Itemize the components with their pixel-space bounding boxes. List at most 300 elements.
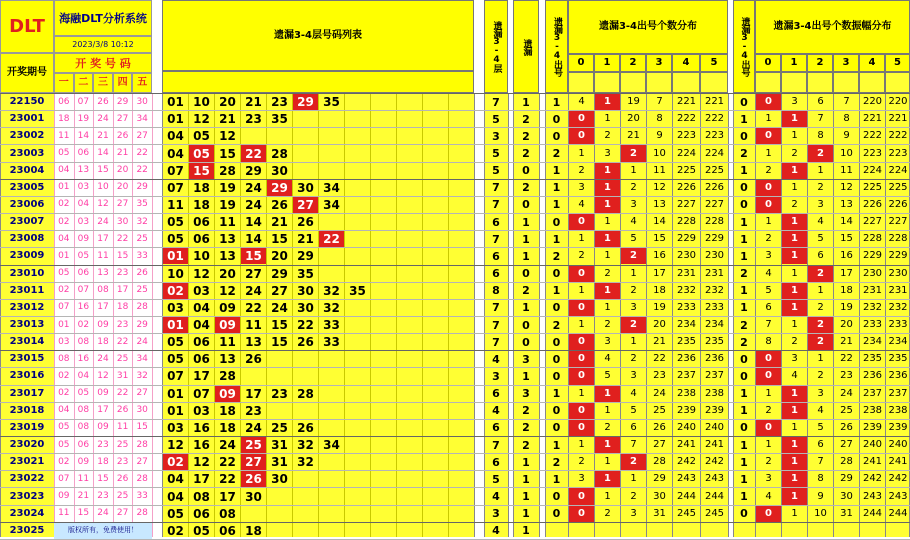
draw-number: 34: [136, 113, 148, 124]
distribution-cell: 8: [656, 113, 663, 125]
layers-count: 3: [492, 369, 500, 383]
zone-label: 一: [54, 73, 74, 93]
distribution-cell: 3: [630, 370, 637, 382]
list-number: 12: [167, 438, 184, 453]
draw-number: 07: [58, 302, 70, 313]
amplitude-cell: 20: [840, 319, 853, 330]
repeat-count: 1: [522, 507, 530, 521]
period-cell: 23015: [9, 353, 45, 365]
draw-number: 02: [77, 319, 90, 330]
draw-number: 18: [97, 336, 109, 347]
amplitude-cell: 4: [817, 404, 824, 416]
layers-count: 6: [492, 387, 500, 401]
list-number: 04: [167, 129, 184, 144]
draw-number: 05: [77, 250, 90, 261]
list-number: 11: [245, 318, 262, 332]
list-number: 32: [297, 455, 314, 470]
draw-number: 33: [136, 250, 148, 261]
distribution-cell: 228: [676, 216, 697, 228]
list-number: 20: [271, 249, 288, 264]
list-number: 24: [271, 300, 288, 315]
list-number: 28: [297, 386, 314, 401]
distribution-cell: 229: [704, 233, 725, 245]
amplitude-cell: 1: [782, 248, 807, 264]
amplitude-cell: 1: [782, 488, 807, 504]
list-number: 34: [323, 197, 340, 212]
distribution-cell: 231: [704, 267, 725, 279]
period-cell: 23023: [9, 490, 45, 502]
list-number: 15: [271, 232, 288, 247]
amplitude-cell: 6: [817, 250, 824, 262]
draw-number: 04: [77, 199, 90, 210]
layers-count: 7: [492, 95, 500, 109]
draw-number: 25: [116, 491, 129, 501]
repeat-count: 1: [522, 249, 530, 263]
out-count-2: 2: [740, 147, 748, 160]
out-count: 2: [552, 318, 561, 332]
draw-number: 28: [136, 439, 148, 450]
amplitude-bin-label: 3: [833, 54, 859, 72]
list-number: 29: [293, 94, 318, 110]
out-count: 0: [552, 267, 561, 281]
list-number: 05: [167, 232, 184, 247]
distribution-cell: 19: [627, 96, 640, 108]
list-number: 18: [193, 180, 210, 195]
draw-number: 15: [97, 473, 109, 484]
layers-count: 7: [492, 335, 500, 349]
amplitude-cell: 1: [817, 164, 824, 176]
draw-number: 25: [136, 233, 148, 244]
distribution-cell: 11: [653, 164, 666, 176]
list-number: 22: [219, 455, 236, 470]
draw-number: 04: [58, 405, 70, 416]
distribution-cell: 7: [656, 96, 663, 108]
draw-number: 06: [77, 268, 90, 279]
repeat-count: 1: [522, 95, 530, 109]
list-number: 17: [193, 472, 210, 487]
draw-number: 32: [136, 370, 148, 381]
draw-number: 26: [116, 473, 129, 484]
repeat-count: 2: [522, 404, 530, 418]
draw-number: 26: [116, 405, 129, 416]
distribution-cell: 14: [653, 216, 666, 228]
distribution-cell: 2: [578, 250, 585, 262]
distribution-cell: 0: [569, 128, 594, 144]
distribution-cell: 30: [653, 490, 666, 502]
distribution-bin-label: 4: [672, 54, 700, 72]
repeat-count: 0: [522, 267, 530, 281]
distribution-cell: 1: [604, 404, 611, 416]
amplitude-cell: 3: [765, 473, 772, 485]
distribution-cell: 1: [630, 336, 637, 348]
distribution-cell: 225: [704, 164, 725, 176]
out-count-2: 1: [740, 490, 748, 503]
period-header: 开奖期号: [0, 53, 54, 93]
list-number: 05: [167, 215, 184, 230]
distribution-cell: 1: [578, 319, 585, 330]
distribution-cell: 0: [569, 506, 594, 522]
amplitude-cell: 243: [862, 490, 883, 502]
list-number: 04: [193, 300, 210, 315]
distribution-cell: 0: [569, 300, 594, 316]
distribution-cell: 0: [569, 266, 594, 282]
draw-number: 29: [136, 182, 148, 193]
draw-number: 08: [97, 285, 109, 296]
list-number: 21: [271, 215, 288, 230]
list-title: 遗漏3-4层号码列表: [162, 0, 474, 71]
list-number: 02: [167, 523, 184, 538]
out-count-2: 1: [740, 455, 748, 469]
period-cell: 23002: [9, 130, 45, 142]
list-number: 01: [167, 95, 184, 110]
draw-number: 20: [116, 182, 129, 193]
out-count-2: 0: [740, 352, 748, 366]
amplitude-cell: 221: [862, 113, 883, 125]
draw-number: 09: [97, 388, 109, 399]
repeat-count: 1: [522, 472, 530, 486]
repeat-count: 2: [522, 129, 530, 143]
amplitude-cell: 28: [840, 456, 853, 468]
draw-number: 26: [97, 96, 109, 107]
draw-number: 27: [136, 388, 148, 399]
draw-number: 22: [136, 165, 148, 176]
amplitude-cell: 225: [888, 181, 908, 193]
distribution-cell: 1: [604, 301, 611, 313]
distribution-cell: 2: [604, 319, 611, 330]
list-number: 07: [167, 163, 184, 178]
distribution-cell: 2: [630, 181, 637, 193]
list-number: 05: [167, 352, 184, 367]
distribution-cell: 2: [604, 130, 611, 142]
draw-number: 05: [77, 388, 90, 399]
period-cell: 23012: [9, 301, 45, 313]
list-number: 27: [271, 283, 288, 298]
distribution-cell: 234: [704, 319, 725, 330]
distribution-title: 遗漏3-4出号个数分布: [568, 0, 728, 54]
amplitude-cell: 1: [791, 507, 798, 519]
list-number: 25: [241, 437, 266, 453]
list-number: 34: [323, 438, 340, 453]
list-number: 35: [349, 283, 366, 298]
draw-number: 18: [116, 302, 129, 313]
distribution-cell: 224: [676, 147, 697, 159]
distribution-bin-label: 2: [620, 54, 646, 72]
amplitude-cell: 1: [782, 471, 807, 487]
distribution-cell: 241: [676, 439, 697, 451]
period-cell: 23016: [9, 370, 45, 382]
distribution-cell: 1: [604, 216, 611, 228]
list-number: 12: [193, 266, 210, 281]
out-count-2: 2: [740, 267, 748, 281]
distribution-cell: 1: [604, 250, 611, 262]
amplitude-cell: 223: [888, 147, 908, 159]
distribution-subheader: [594, 72, 620, 93]
draw-number: 01: [58, 182, 70, 193]
list-number: 35: [271, 112, 288, 127]
amplitude-cell: 244: [862, 507, 883, 519]
amplitude-cell: 18: [840, 284, 853, 296]
list-number: 30: [297, 180, 314, 195]
list-number: 04: [167, 472, 184, 487]
distribution-cell: 4: [578, 198, 585, 210]
list-number: 28: [219, 163, 236, 178]
out-count: 1: [552, 164, 561, 178]
distribution-cell: 242: [676, 456, 697, 468]
period-cell: 23020: [9, 439, 45, 451]
list-number: 31: [271, 438, 288, 453]
distribution-cell: 3: [578, 473, 585, 485]
draw-number: 24: [136, 336, 148, 347]
list-number: 26: [297, 420, 314, 435]
layers-count: 7: [492, 181, 500, 195]
amplitude-cell: [808, 523, 833, 539]
distribution-cell: 0: [569, 351, 594, 367]
amplitude-cell: 232: [862, 301, 883, 313]
amplitude-cell: 4: [765, 490, 772, 502]
list-number: 29: [297, 249, 314, 264]
list-number: 10: [193, 249, 210, 264]
distribution-cell: 18: [653, 284, 666, 296]
draw-number: 08: [58, 353, 70, 364]
out-count: 0: [552, 404, 561, 418]
repeat-count: 2: [522, 181, 530, 195]
list-number: 30: [245, 489, 262, 504]
draw-number: 05: [58, 148, 70, 158]
layers-count: 8: [492, 284, 500, 298]
distribution-cell: 230: [676, 250, 697, 262]
list-number: 22: [319, 231, 344, 247]
draw-number: 30: [136, 405, 148, 416]
list-number: 15: [271, 318, 288, 332]
amplitude-bin-label: 1: [781, 54, 807, 72]
distribution-cell: 1: [630, 164, 637, 176]
list-number: 28: [219, 369, 236, 384]
list-number: 12: [219, 129, 236, 144]
out-count: 1: [552, 438, 561, 452]
distribution-cell: 230: [704, 250, 725, 262]
distribution-cell: 19: [653, 301, 666, 313]
list-number: 06: [193, 215, 210, 230]
amplitude-cell: 1: [782, 283, 807, 299]
amplitude-cell: 0: [756, 197, 781, 213]
draw-number: 25: [116, 353, 129, 364]
distribution-bin-label: 0: [568, 54, 594, 72]
list-number: 05: [189, 145, 214, 161]
draw-number: 25: [116, 439, 129, 450]
distribution-cell: 232: [704, 284, 725, 296]
period-cell: 23004: [9, 164, 45, 176]
amplitude-cell: 12: [840, 181, 853, 193]
out-count: 0: [552, 215, 561, 229]
draw-number: 15: [136, 422, 148, 433]
distribution-cell: 2: [604, 421, 611, 433]
list-number: 01: [167, 112, 184, 127]
distribution-cell: 238: [676, 387, 697, 399]
amplitude-cell: 231: [888, 284, 908, 296]
draw-number: 17: [97, 233, 109, 244]
list-number: 33: [323, 335, 340, 350]
amplitude-cell: 1: [817, 284, 824, 296]
list-number: 30: [297, 300, 314, 315]
distribution-cell: 4: [630, 387, 637, 399]
list-number: 35: [323, 95, 340, 110]
amplitude-cell: 225: [862, 181, 883, 193]
distribution-cell: 2: [621, 248, 646, 264]
amplitude-cell: 230: [888, 267, 908, 279]
amplitude-cell: 10: [814, 507, 827, 519]
list-number: 17: [219, 489, 236, 504]
distribution-cell: 22: [653, 353, 666, 365]
distribution-cell: 223: [704, 130, 725, 142]
draw-number: 24: [97, 113, 109, 124]
amplitude-cell: 1: [765, 147, 772, 159]
out-count: 0: [552, 112, 561, 126]
layers-count: 6: [492, 455, 500, 469]
list-number: 13: [245, 335, 262, 350]
draw-number: 27: [136, 456, 148, 467]
period-cell: 23018: [9, 404, 45, 416]
out-count: 2: [552, 147, 561, 160]
list-number: 35: [297, 266, 314, 281]
distribution-cell: 224: [704, 147, 725, 159]
list-number: 17: [193, 369, 210, 384]
draw-header: 开 奖 号 码: [54, 53, 152, 73]
amplitude-cell: 232: [888, 301, 908, 313]
draw-number: 24: [97, 216, 109, 227]
out-count: [545, 523, 568, 539]
draw-number: 25: [136, 285, 148, 296]
period-cell: 23017: [9, 387, 45, 399]
amplitude-cell: 220: [862, 96, 883, 108]
list-number: 31: [271, 455, 288, 470]
list-number: 22: [241, 145, 266, 161]
amplitude-cell: 1: [765, 439, 772, 451]
distribution-cell: 2: [621, 145, 646, 161]
amplitude-cell: [782, 523, 807, 539]
amplitude-cell: 2: [817, 181, 824, 193]
list-number: 21: [297, 232, 314, 247]
draw-number: 03: [77, 216, 90, 227]
distribution-cell: 235: [676, 336, 697, 348]
distribution-cell: 31: [653, 507, 666, 519]
layers-count: 4: [492, 490, 500, 503]
draw-number: 07: [77, 285, 90, 296]
list-number: 27: [245, 266, 262, 281]
distribution-cell: 2: [621, 317, 646, 333]
distribution-cell: 2: [621, 454, 646, 470]
repeat-count: 0: [522, 335, 530, 349]
repeat-count: 0: [522, 164, 530, 178]
draw-number: 04: [58, 233, 70, 244]
amplitude-cell: 1: [791, 130, 798, 142]
list-number: 07: [167, 369, 184, 384]
list-number: 26: [241, 471, 266, 487]
out-count: 1: [552, 95, 561, 109]
period-cell: 23008: [9, 233, 45, 245]
draw-number: 08: [77, 405, 90, 416]
draw-number: 15: [77, 508, 90, 519]
distribution-cell: 5: [630, 233, 637, 245]
distribution-cell: 245: [704, 507, 725, 519]
draw-number: 02: [58, 388, 70, 399]
distribution-cell: 2: [578, 456, 585, 468]
distribution-cell: 236: [704, 353, 725, 365]
list-number: 07: [193, 386, 210, 401]
amplitude-cell: 4: [817, 216, 824, 228]
list-number: 09: [219, 300, 236, 315]
layers-count: 7: [492, 198, 500, 212]
out-count-2: 0: [740, 507, 748, 521]
distribution-cell: 16: [653, 250, 666, 262]
distribution-cell: 231: [676, 267, 697, 279]
distribution-cell: 3: [630, 198, 637, 210]
distribution-cell: 1: [578, 387, 585, 399]
amplitude-cell: 241: [888, 456, 908, 468]
amplitude-cell: 1: [817, 353, 824, 365]
out-count: 0: [552, 507, 561, 521]
amplitude-cell: 234: [888, 336, 908, 348]
draw-number: 05: [58, 422, 70, 433]
out-count: 1: [552, 198, 561, 212]
amplitude-cell: 1: [782, 300, 807, 316]
out-count: 0: [552, 490, 561, 503]
distribution-cell: 27: [653, 439, 666, 451]
list-number: 01: [163, 248, 188, 264]
list-number: 07: [167, 180, 184, 195]
draw-number: 14: [97, 148, 109, 158]
amplitude-cell: 7: [817, 113, 824, 125]
out-count: 2: [552, 455, 561, 469]
amplitude-cell: 222: [862, 130, 883, 142]
layers-count: 4: [492, 404, 500, 418]
amplitude-cell: 14: [840, 216, 853, 228]
list-number: 03: [193, 283, 210, 298]
distribution-cell: 3: [630, 301, 637, 313]
list-number: 09: [215, 386, 240, 402]
out-count-2: 1: [740, 112, 748, 126]
distribution-cell: 23: [653, 370, 666, 382]
amplitude-cell: 9: [817, 490, 824, 502]
draw-number: 12: [97, 199, 109, 210]
zone-label: 三: [93, 73, 113, 93]
draw-number: 13: [97, 268, 109, 279]
draw-number: 06: [77, 439, 90, 450]
draw-number: 07: [58, 473, 70, 484]
draw-number: 05: [58, 439, 70, 450]
repeat-count: 0: [522, 198, 530, 212]
draw-number: 23: [97, 491, 109, 501]
amplitude-cell: 4: [765, 267, 772, 279]
repeat-count: 2: [522, 284, 530, 298]
amplitude-cell: 2: [808, 266, 833, 282]
amplitude-subheader: [833, 72, 859, 93]
amplitude-cell: 6: [817, 96, 824, 108]
app-logo: DLT: [0, 0, 54, 53]
repeat-count: 2: [522, 112, 530, 126]
amplitude-cell: 22: [840, 353, 853, 365]
list-number: 13: [219, 232, 236, 247]
amplitude-cell: 8: [817, 130, 824, 142]
list-number: 32: [297, 438, 314, 453]
amplitude-cell: 2: [765, 404, 772, 416]
distribution-cell: 1: [595, 94, 620, 110]
distribution-cell: 234: [676, 319, 697, 330]
period-cell: 23006: [9, 198, 45, 210]
draw-number: 12: [97, 370, 109, 381]
list-number: 23: [245, 112, 262, 127]
out-count-2: [733, 523, 755, 539]
distribution-cell: 10: [653, 147, 666, 159]
